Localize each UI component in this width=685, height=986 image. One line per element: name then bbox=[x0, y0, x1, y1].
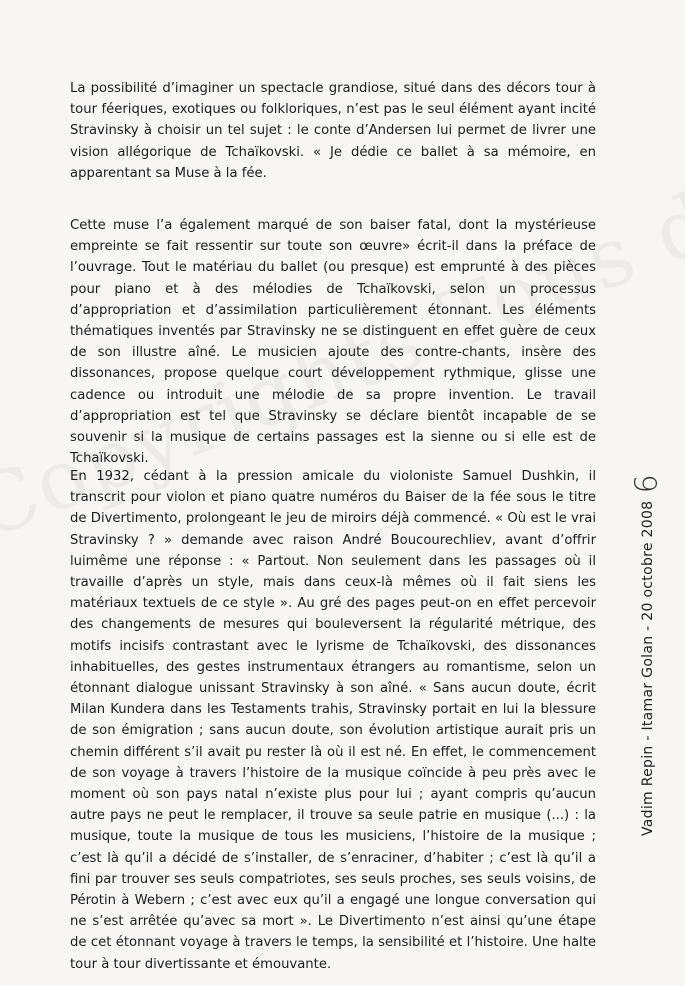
running-footer: Vadim Repin - Itamar Golan - 20 octobre 2008 bbox=[640, 500, 656, 836]
paragraph-text: La possibilité d’imaginer un spectacle grandiose, situé dans des décors tour à tour féeriques, exotiques ou folkloriques, n’est pas le seul élément ayant incité Stravinsky à choisir un tel sujet : le conte d’Andersen lui permet de livrer une vision allégorique de Tchaïkovski. « Je dédie ce ballet à sa mémoire, en apparentant sa Muse à la fée. bbox=[70, 81, 596, 181]
paragraph-text: En 1932, cédant à la pression amicale du violoniste Samuel Dushkin, il transcrit pour violon et piano quatre numéros du Baiser de la fée sous le titre de Divertimento, prolongeant le jeu de miroirs déjà commencé. « Où est le vrai Stravinsky ? » demande avec raison André Boucourechliev, avant d’offrir luimême une réponse : « Partout. Non seulement dans les passages où il travaille d’après un style, mais dans ceux-là mêmes où il fait siens les matériaux textuels de ce style ». Au gré des pages peut-on en effet percevoir des changements de mesures qui bouleversent la régularité métrique, des motifs incisifs contrastant avec le lyrisme de Tchaïkovski, des dissonances inhabituelles, des gestes instrumentaux étrangers au romantisme, selon un étonnant dialogue unissant Stravinsky à son aîné. « Sans aucun doute, écrit Milan Kundera dans les Testaments trahis, Stravinsky portait en lui la blessure de son émigration ; sans aucun doute, son évolution artistique aurait pris un chemin différent s’il avait pu rester là où il est né. En effet, le commencement de son voyage à travers l’histoire de la musique coïncide à peu près avec le moment où son pays natal n’existe plus pour lui ; ayant compris qu’aucun autre pays ne peut le remplacer, il trouve sa seule patrie en musique (...) : la musique, toute la musique de tous les musiciens, l’histoire de la musique ; c’est là qu’il a décidé de s’installer, de s’enraciner, d’habiter ; c’est là qu’il a fini par trouver ses seuls compatriotes, ses seuls proches, ses seuls voisins, de Pérotin à Webern ; c’est avec eux qu’il a engagé une longue conversation qui ne s’est arrêtée qu’avec sa mort ». Le Divertimento n’est ainsi qu’une étape de cet étonnant voyage à travers le temps, la sensibilité et l’histoire. Une halte tour à tour divertissante et émouvante. bbox=[70, 469, 596, 972]
page-number: 9 bbox=[626, 473, 662, 494]
paragraph-text: Cette muse l’a également marqué de son baiser fatal, dont la mystérieuse empreinte se fait ressentir sur toute son œuvre» écrit-il dans la préface de l’ouvrage. Tout le matériau du ballet (ou presque) est emprunté à des pièces pour piano et à des mélodies de Tchaïkovski, selon un processus d’appropriation et d’assimilation particulièrement étonnant. Les éléments thématiques inventés par Stravinsky ne se distinguent en effet guère de ceux de son illustre aîné. Le musicien ajoute des contre-chants, insère des dissonances, propose quelque court développement rythmique, glisse une cadence ou introduit une mélodie de sa propre invention. Le travail d’appropriation est tel que Stravinsky se déclare bientôt incapable de se souvenir si la musique de certains passages est la sienne ou si elle est de Tchaïkovski. bbox=[70, 218, 596, 467]
paragraph-2 bbox=[70, 215, 596, 469]
paragraph-3 bbox=[70, 466, 596, 975]
paragraph-1 bbox=[70, 78, 596, 184]
